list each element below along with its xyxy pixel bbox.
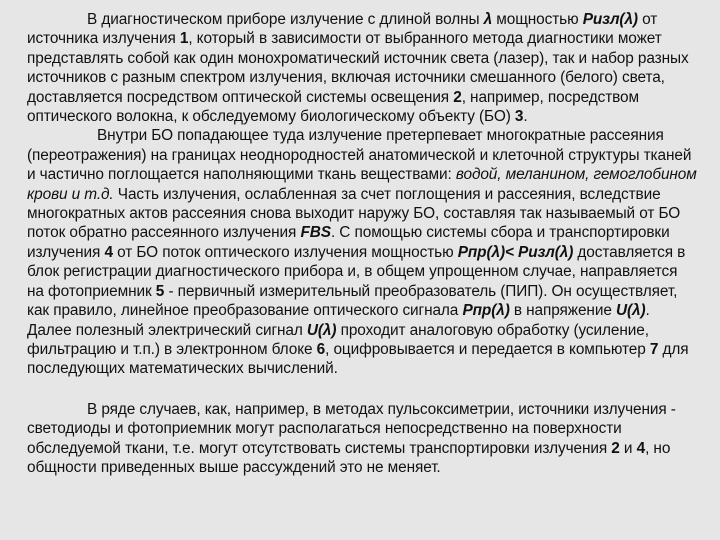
text: - первичный измерительный преобразователь (ПИП). Он осуществляет, как правило, линейное преобразование оптического сигнала bbox=[27, 282, 678, 320]
text: доставляется в блок регистрации диагностического прибора и, в общем упрощенном случае, направляется на фотоприемник bbox=[27, 243, 686, 300]
fbs-term: FBS bbox=[300, 224, 331, 242]
ref-number-5: 5 bbox=[155, 282, 165, 300]
power-received-term: Рпр(λ) bbox=[462, 302, 510, 320]
text: , который в зависимости от выбранного метода диагностики может представлять собой как один монохроматический источник света (лазер), так и набор разных источников с разным спектром излучения, включая источники смешанного (белого) света, доставляется посредством оптической системы освещения bbox=[27, 30, 689, 106]
text: , оцифровывается и передается в компьютер bbox=[325, 340, 650, 358]
ref-number-2: 2 bbox=[611, 439, 620, 457]
text: В ряде случаев, как, например, в методах пульсоксиметрии, источники излучения - светодиоды и фотоприемник могут располагаться непосредственно на поверхности обследуемой ткани, т.е. могут отсутствовать системы транспортировки излучения bbox=[27, 400, 676, 457]
text: мощностью bbox=[492, 11, 583, 28]
lambda-symbol: λ bbox=[483, 11, 493, 28]
paragraph-1 bbox=[27, 10, 698, 126]
paragraph-3 bbox=[27, 400, 698, 478]
text: . Далее полезный электрический сигнал bbox=[27, 302, 650, 339]
text: для последующих математических вычислений. bbox=[27, 340, 689, 378]
ref-number-4: 4 bbox=[636, 439, 646, 457]
text: , но общности приведенных выше рассуждений это не меняет. bbox=[27, 439, 671, 476]
voltage-term: U(λ) bbox=[306, 321, 337, 339]
text: в напряжение bbox=[509, 302, 616, 320]
ref-number-7: 7 bbox=[649, 340, 659, 358]
text: и bbox=[619, 439, 637, 457]
text: Внутри БО попадающее туда излучение претерпевает многократные рассеяния (переотражения) на границах неоднородностей анатомической и клеточной структуры тканей и частично поглощается наполняющими ткань веществами: bbox=[27, 127, 692, 184]
voltage-term: U(λ) bbox=[615, 302, 646, 320]
italic-substances: водой, меланином, гемоглобином крови и т.д. bbox=[27, 166, 697, 203]
text: от БО поток оптического излучения мощностью bbox=[112, 243, 458, 261]
ref-number-4: 4 bbox=[104, 243, 113, 261]
text: Часть излучения, ослабленная за счет поглощения и рассеяния, вследствие многократных актов рассеяния снова выходит наружу БО, составляя так называемый от БО поток обратно рассеянного излучения bbox=[27, 185, 681, 242]
power-emitted-term: Ризл(λ) bbox=[582, 11, 638, 28]
text: . bbox=[523, 108, 528, 126]
power-inequality: Рпр(λ)< Ризл(λ) bbox=[457, 243, 574, 261]
ref-number-2: 2 bbox=[453, 88, 462, 106]
text: , например, посредством оптического волокна, к обследуемому биологическому объекту (БО) bbox=[27, 88, 639, 126]
text: . С помощью системы сбора и транспортировки излучения bbox=[27, 224, 670, 261]
text: от источника излучения bbox=[27, 11, 658, 48]
text: В диагностическом приборе излучение с длиной волны bbox=[87, 11, 484, 28]
ref-number-3: 3 bbox=[514, 108, 524, 126]
ref-number-1: 1 bbox=[179, 30, 189, 48]
text: проходит аналоговую обработку (усиление, фильтрацию и т.п.) в электронном блоке bbox=[27, 321, 649, 358]
ref-number-6: 6 bbox=[316, 340, 326, 358]
paragraph-2 bbox=[27, 126, 698, 378]
